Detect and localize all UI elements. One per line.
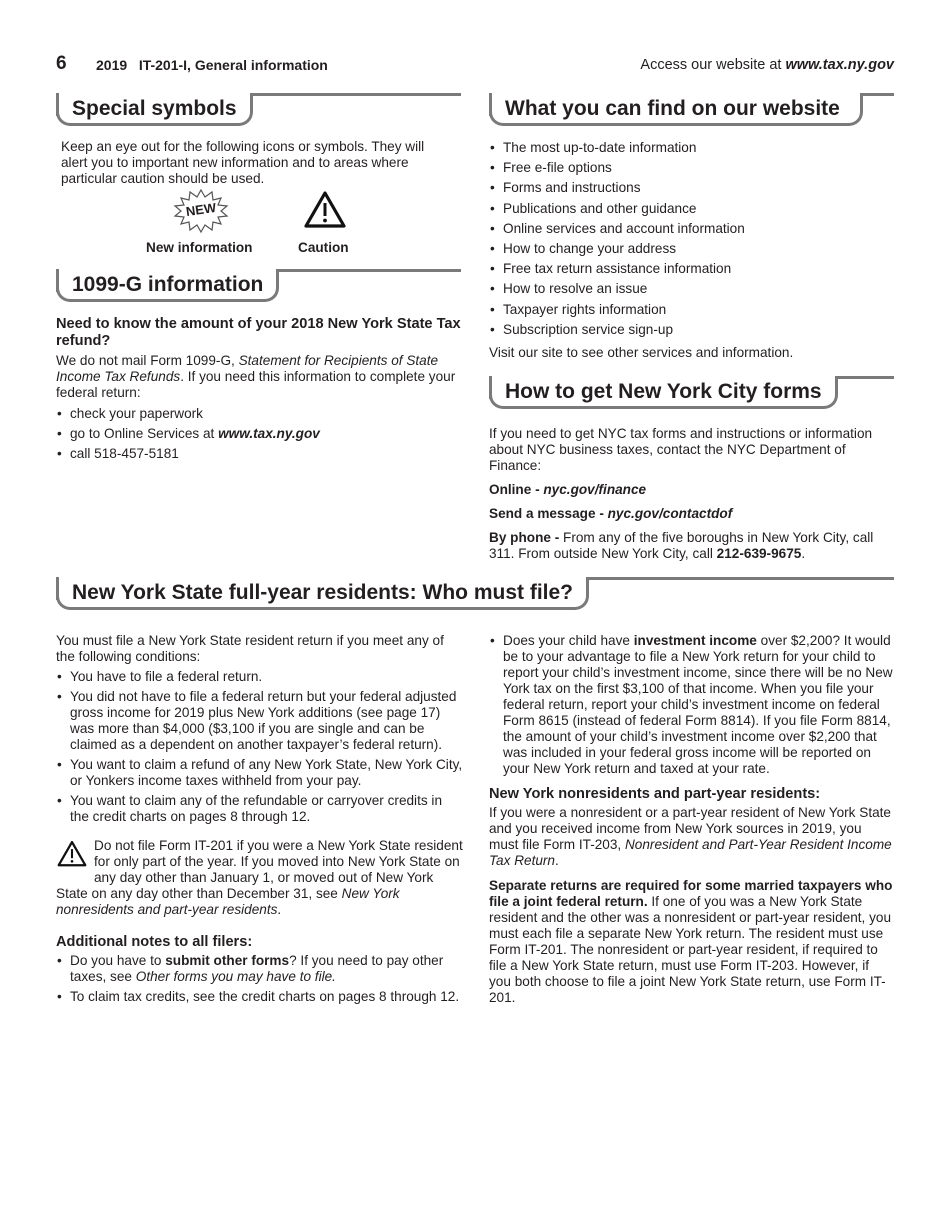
list-item: • Online services and account information [489, 221, 894, 237]
list-item: • You want to claim any of the refundable or carryover credits in the credit charts on pages 8 through 12. [56, 793, 463, 825]
nyc-message-line: Send a message - nyc.gov/contactdof [489, 506, 733, 521]
filing-conditions-list [56, 669, 463, 825]
page-title: 2019 IT-201-I, General information [96, 57, 328, 73]
list-item: • You have to file a federal return. [56, 669, 463, 685]
nyc-contact-link[interactable]: nyc.gov/contactdof [607, 506, 733, 521]
list-item: • Subscription service sign-up [489, 322, 894, 338]
nonresidents-heading: New York nonresidents and part-year residents: [489, 786, 821, 802]
website-prefix: Access our website at [640, 57, 786, 73]
list-item: • go to Online Services at www.tax.ny.gov [56, 426, 461, 442]
nyc-forms-header [489, 376, 894, 412]
list-item: • The most up-to-date information [489, 140, 894, 156]
separate-returns-paragraph: Separate returns are required for some married taxpayers who file a joint federal return. If one of you was a New York State resident and the other was a nonresident or part-year resident, you must each file a separate New York return. The resident must use Form IT-201. The nonresident or part-year resident, if required to file a New York State return, must use Form IT-203. However, if you both choose to file a joint New York State return, use Form IT-201. [489, 878, 893, 1005]
form-1099g-header [56, 269, 461, 305]
additional-notes-heading: Additional notes to all filers: [56, 934, 253, 950]
caution-inline-icon [56, 840, 88, 872]
special-symbols-intro: Keep an eye out for the following icons or symbols. They will alert you to important new information and to areas where particular caution should be used. [61, 139, 425, 186]
nyc-forms-intro: If you need to get NYC tax forms and instructions or information about NYC business taxes, contact the NYC Department of Finance: [489, 426, 873, 473]
caution-note: Do not file Form IT-201 if you were a New York State resident for only part of the year. If you moved into New York State on any day other than January 1, or moved out of New York State on any day other than December 31, see New York nonresidents and part-year residents. [56, 838, 463, 917]
list-item: • Do you have to submit other forms? If you need to pay other taxes, see Other forms you may have to file. [56, 953, 463, 985]
additional-notes-list [56, 953, 463, 1005]
nyc-forms-heading: How to get New York City forms [489, 376, 838, 409]
caution-icon [303, 190, 347, 230]
form-1099g-heading: 1099-G information [56, 269, 279, 302]
new-badge-icon [170, 188, 232, 234]
new-badge-text: NEW [184, 199, 218, 220]
list-item: • You did not have to file a federal return but your federal adjusted gross income for 2019 plus New York additions (see page 17) was more than $4,000 ($3,100 if you are single and can be claimed as a dependent on another taxpayer’s federal return). [56, 689, 463, 753]
residents-header [56, 577, 894, 613]
child-income-list [489, 633, 894, 777]
list-item: • Free tax return assistance information [489, 261, 894, 277]
special-symbols-header [56, 93, 461, 129]
list-item: • Publications and other guidance [489, 201, 894, 217]
website-section-header [489, 93, 894, 129]
list-item: • Taxpayer rights information [489, 302, 894, 318]
list-item: • Does your child have investment income over $2,200? It would be to your advantage to file a New York return for your child to report your child’s investment income, since there will be no New York tax on the first $3,100 of that income. When you file your federal return, report your child’s investment income on federal Form 8615 (instead of federal Form 8814). If you file Form 8814, the amount of your child’s investment income over $2,200 that was included in your federal gross income will be reported on your New York return and taxed at your rate. [489, 633, 894, 777]
caution-label: Caution [298, 240, 349, 255]
form-1099g-list [56, 406, 461, 462]
list-item: • To claim tax credits, see the credit charts on pages 8 through 12. [56, 989, 463, 1005]
form-1099g-paragraph: We do not mail Form 1099-G, Statement for Recipients of State Income Tax Refunds. If you need this information to complete your federal return: [56, 353, 456, 400]
nyc-finance-link[interactable]: nyc.gov/finance [543, 482, 647, 497]
website-section-heading: What you can find on our website [489, 93, 863, 126]
list-item: • Free e-file options [489, 160, 894, 176]
tax-website-link[interactable]: www.tax.ny.gov [218, 426, 320, 441]
refund-subhead: Need to know the amount of your 2018 New York State Tax refund? [56, 316, 461, 349]
list-item: • How to change your address [489, 241, 894, 257]
nyc-online-line: Online - nyc.gov/finance [489, 482, 647, 497]
nonresidents-paragraph: If you were a nonresident or a part-year resident of New York State and you received income from New York sources in 2019, you must file Form IT-203, Nonresident and Part-Year Resident Income Tax Return. [489, 805, 892, 868]
residents-heading: New York State full-year residents: Who must file? [56, 577, 589, 610]
website-features-list [489, 140, 894, 338]
list-item: • How to resolve an issue [489, 281, 894, 297]
list-item: • You want to claim a refund of any New York State, New York City, or Yonkers income taxes withheld from your pay. [56, 757, 463, 789]
list-item: • Forms and instructions [489, 180, 894, 196]
new-information-label: New information [146, 240, 253, 255]
residents-intro: You must file a New York State resident return if you meet any of the following conditions: [56, 633, 444, 664]
website-banner [640, 57, 894, 73]
list-item: • check your paperwork [56, 406, 461, 422]
list-item: • call 518-457-5181 [56, 446, 461, 462]
page-number: 6 [56, 53, 67, 74]
website-footer-text: Visit our site to see other services and information. [489, 344, 794, 360]
special-symbols-heading: Special symbols [56, 93, 253, 126]
nyc-phone-line: By phone - From any of the five boroughs in New York City, call 311. From outside New York City, call 212-639-9675. [489, 530, 874, 561]
website-link[interactable]: www.tax.ny.gov [785, 57, 894, 73]
